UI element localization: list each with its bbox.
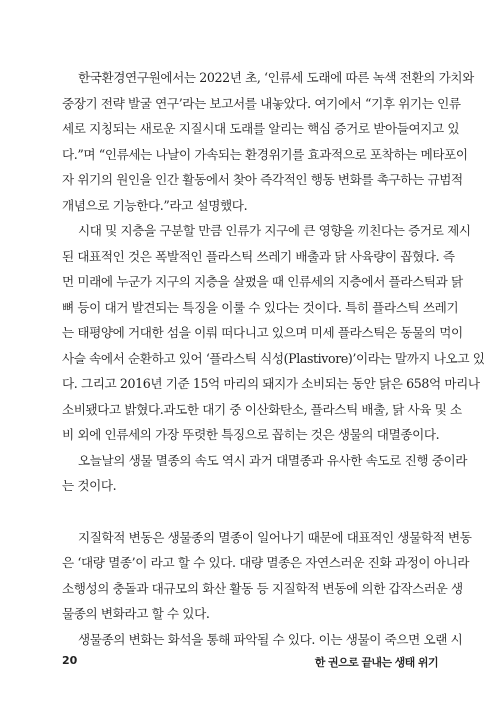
page-number: 20 xyxy=(62,654,78,667)
text-line: 먼 미래에 누군가 지구의 지층을 살폈을 때 인류세의 지층에서 플라스틱과 닭 xyxy=(62,274,463,289)
text-line: 는 태평양에 거대한 섬을 이뤄 떠다니고 있으며 미세 플라스틱은 동물의 먹이 xyxy=(62,325,463,340)
text-line: 생물종의 변화는 화석을 통해 파악될 수 있다. 이는 생물이 죽으면 오랜 시 xyxy=(78,632,463,647)
text-line: 뼈 등이 대거 발견되는 특징을 이룰 수 있다는 것이다. 특히 플라스틱 쓰레기 xyxy=(62,300,459,315)
text-line: 다.”며 “인류세는 나날이 가속되는 환경위기를 효과적으로 포착하는 메타포이 xyxy=(62,147,468,162)
text-line: 오늘날의 생물 멸종의 속도 역시 과거 대멸종과 유사한 속도로 진행 중이라 xyxy=(78,453,467,468)
text-line: 개념으로 기능한다.”라고 설명했다. xyxy=(62,198,248,213)
text-line: 물종의 변화라고 할 수 있다. xyxy=(62,606,210,621)
text-line: 세로 지칭되는 새로운 지질시대 도래를 알리는 핵심 증거로 받아들여지고 있 xyxy=(62,121,460,136)
text-line: 된 대표적인 것은 폭발적인 플라스틱 쓰레기 배출과 닭 사육량이 꼽혔다. 즉 xyxy=(62,249,455,264)
text-line: 소비됐다고 밝혔다.과도한 대기 중 이산화탄소, 플라스틱 배출, 닭 사육 및 소 xyxy=(62,402,462,417)
text-line: 사슬 속에서 순환하고 있어 ‘플라스틱 식성(Plastivore)’이라는 말까지 나오고 있 xyxy=(62,351,485,366)
text-line: 은 ‘대량 멸종’이 라고 할 수 있다. 대량 멸종은 자연스러운 진화 과정이 아니라 xyxy=(62,555,470,570)
text-line: 시대 및 지층을 구분할 만큼 인류가 지구에 큰 영향을 끼친다는 증거로 제시 xyxy=(78,223,471,238)
text-line: 지질학적 변동은 생물종의 멸종이 일어나기 때문에 대표적인 생물학적 변동 xyxy=(78,530,472,545)
text-line: 다. 그리고 2016년 기준 15억 마리의 돼지가 소비되는 동안 닭은 658억 마리나 xyxy=(62,376,480,391)
text-line: 자 위기의 원인을 인간 활동에서 찾아 즉각적인 행동 변화를 촉구하는 규범적 xyxy=(62,172,463,187)
running-title: 한 권으로 끝내는 생태 위기 xyxy=(314,656,438,669)
text-line: 한국환경연구원에서는 2022년 초, ‘인류세 도래에 따른 녹색 전환의 가치와 xyxy=(78,70,474,85)
text-line: 는 것이다. xyxy=(62,478,117,493)
text-line: 소행성의 충돌과 대규모의 화산 활동 등 지질학적 변동에 의한 갑작스러운 생 xyxy=(62,581,463,596)
text-line: 비 외에 인류세의 가장 뚜렷한 특징으로 꼽히는 것은 생물의 대멸종이다. xyxy=(62,427,440,442)
text-line: 중장기 전략 발굴 연구’라는 보고서를 내놓았다. 여기에서 “기후 위기는 인류 xyxy=(62,96,461,111)
